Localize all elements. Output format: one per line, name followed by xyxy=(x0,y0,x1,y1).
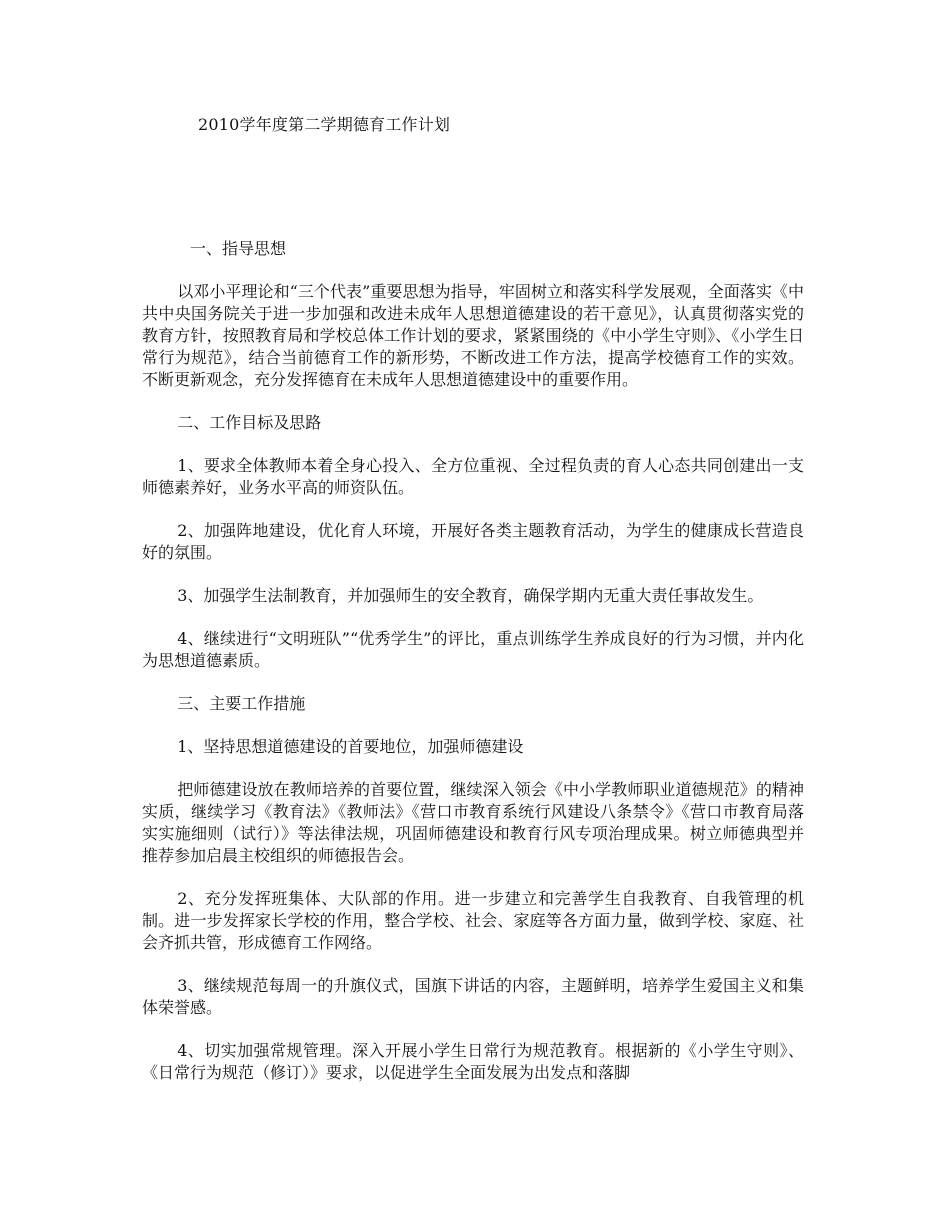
goal-item-3: 3、加强学生法制教育，并加强师生的安全教育，确保学期内无重大责任事故发生。 xyxy=(177,586,764,605)
measure-item-2: 2、充分发挥班集体、大队部的作用。进一步建立和完善学生自我教育、自我管理的机制。进一步发挥家长学校的作用，整合学校、社会、家庭等各方面力量，做到学校、家庭、社会齐抓共管，形成德育工作网络。 xyxy=(142,889,804,952)
document-body xyxy=(142,238,804,1105)
section-heading-measures: 三、主要工作措施 xyxy=(177,694,306,713)
document-title: 2010学年度第二学期德育工作计划 xyxy=(198,115,451,134)
section-heading-guiding-ideology: 一、指导思想 xyxy=(190,239,287,258)
measure-item-4: 4、切实加强常规管理。深入开展小学生日常行为规范教育。根据新的《小学生守则》、《日常行为规范（修订）》要求，以促进学生全面发展为出发点和落脚 xyxy=(142,1041,804,1082)
goal-item-2: 2、加强阵地建设，优化育人环境，开展好各类主题教育活动，为学生的健康成长营造良好的氛围。 xyxy=(142,521,804,562)
goal-item-1: 1、要求全体教师本着全身心投入、全方位重视、全过程负责的育人心态共同创建出一支师德素养好，业务水平高的师资队伍。 xyxy=(142,456,804,497)
goal-item-4: 4、继续进行“文明班队”“优秀学生”的评比，重点训练学生养成良好的行为习惯，并内化为思想道德素质。 xyxy=(142,629,804,670)
section-heading-goals: 二、工作目标及思路 xyxy=(177,413,322,432)
paragraph-guiding-ideology: 以邓小平理论和“三个代表”重要思想为指导，牢固树立和落实科学发展观，全面落实《中共中央国务院关于进一步加强和改进未成年人思想道德建设的若干意见》，认真贯彻落实党的教育方针，按照教育局和学校总体工作计划的要求，紧紧围绕的《中小学生守则》、《小学生日常行为规范》，结合当前德育工作的新形势，不断改进工作方法，提高学校德育工作的实效。不断更新观念，充分发挥德育在未成年人思想道德建设中的重要作用。 xyxy=(142,282,804,389)
measure-item-1-heading: 1、坚持思想道德建设的首要地位，加强师德建设 xyxy=(177,737,524,756)
measure-item-3: 3、继续规范每周一的升旗仪式，国旗下讲话的内容，主题鲜明，培养学生爱国主义和集体荣誉感。 xyxy=(142,976,804,1017)
measure-item-1-body: 把师德建设放在教师培养的首要位置，继续深入领会《中小学教师职业道德规范》的精神实质，继续学习《教育法》《教师法》《营口市教育系统行风建设八条禁令》《营口市教育局落实实施细则（试行）》等法律法规，巩固师德建设和教育行风专项治理成果。树立师德典型并推荐参加启晨主校组织的师德报告会。 xyxy=(142,780,804,865)
